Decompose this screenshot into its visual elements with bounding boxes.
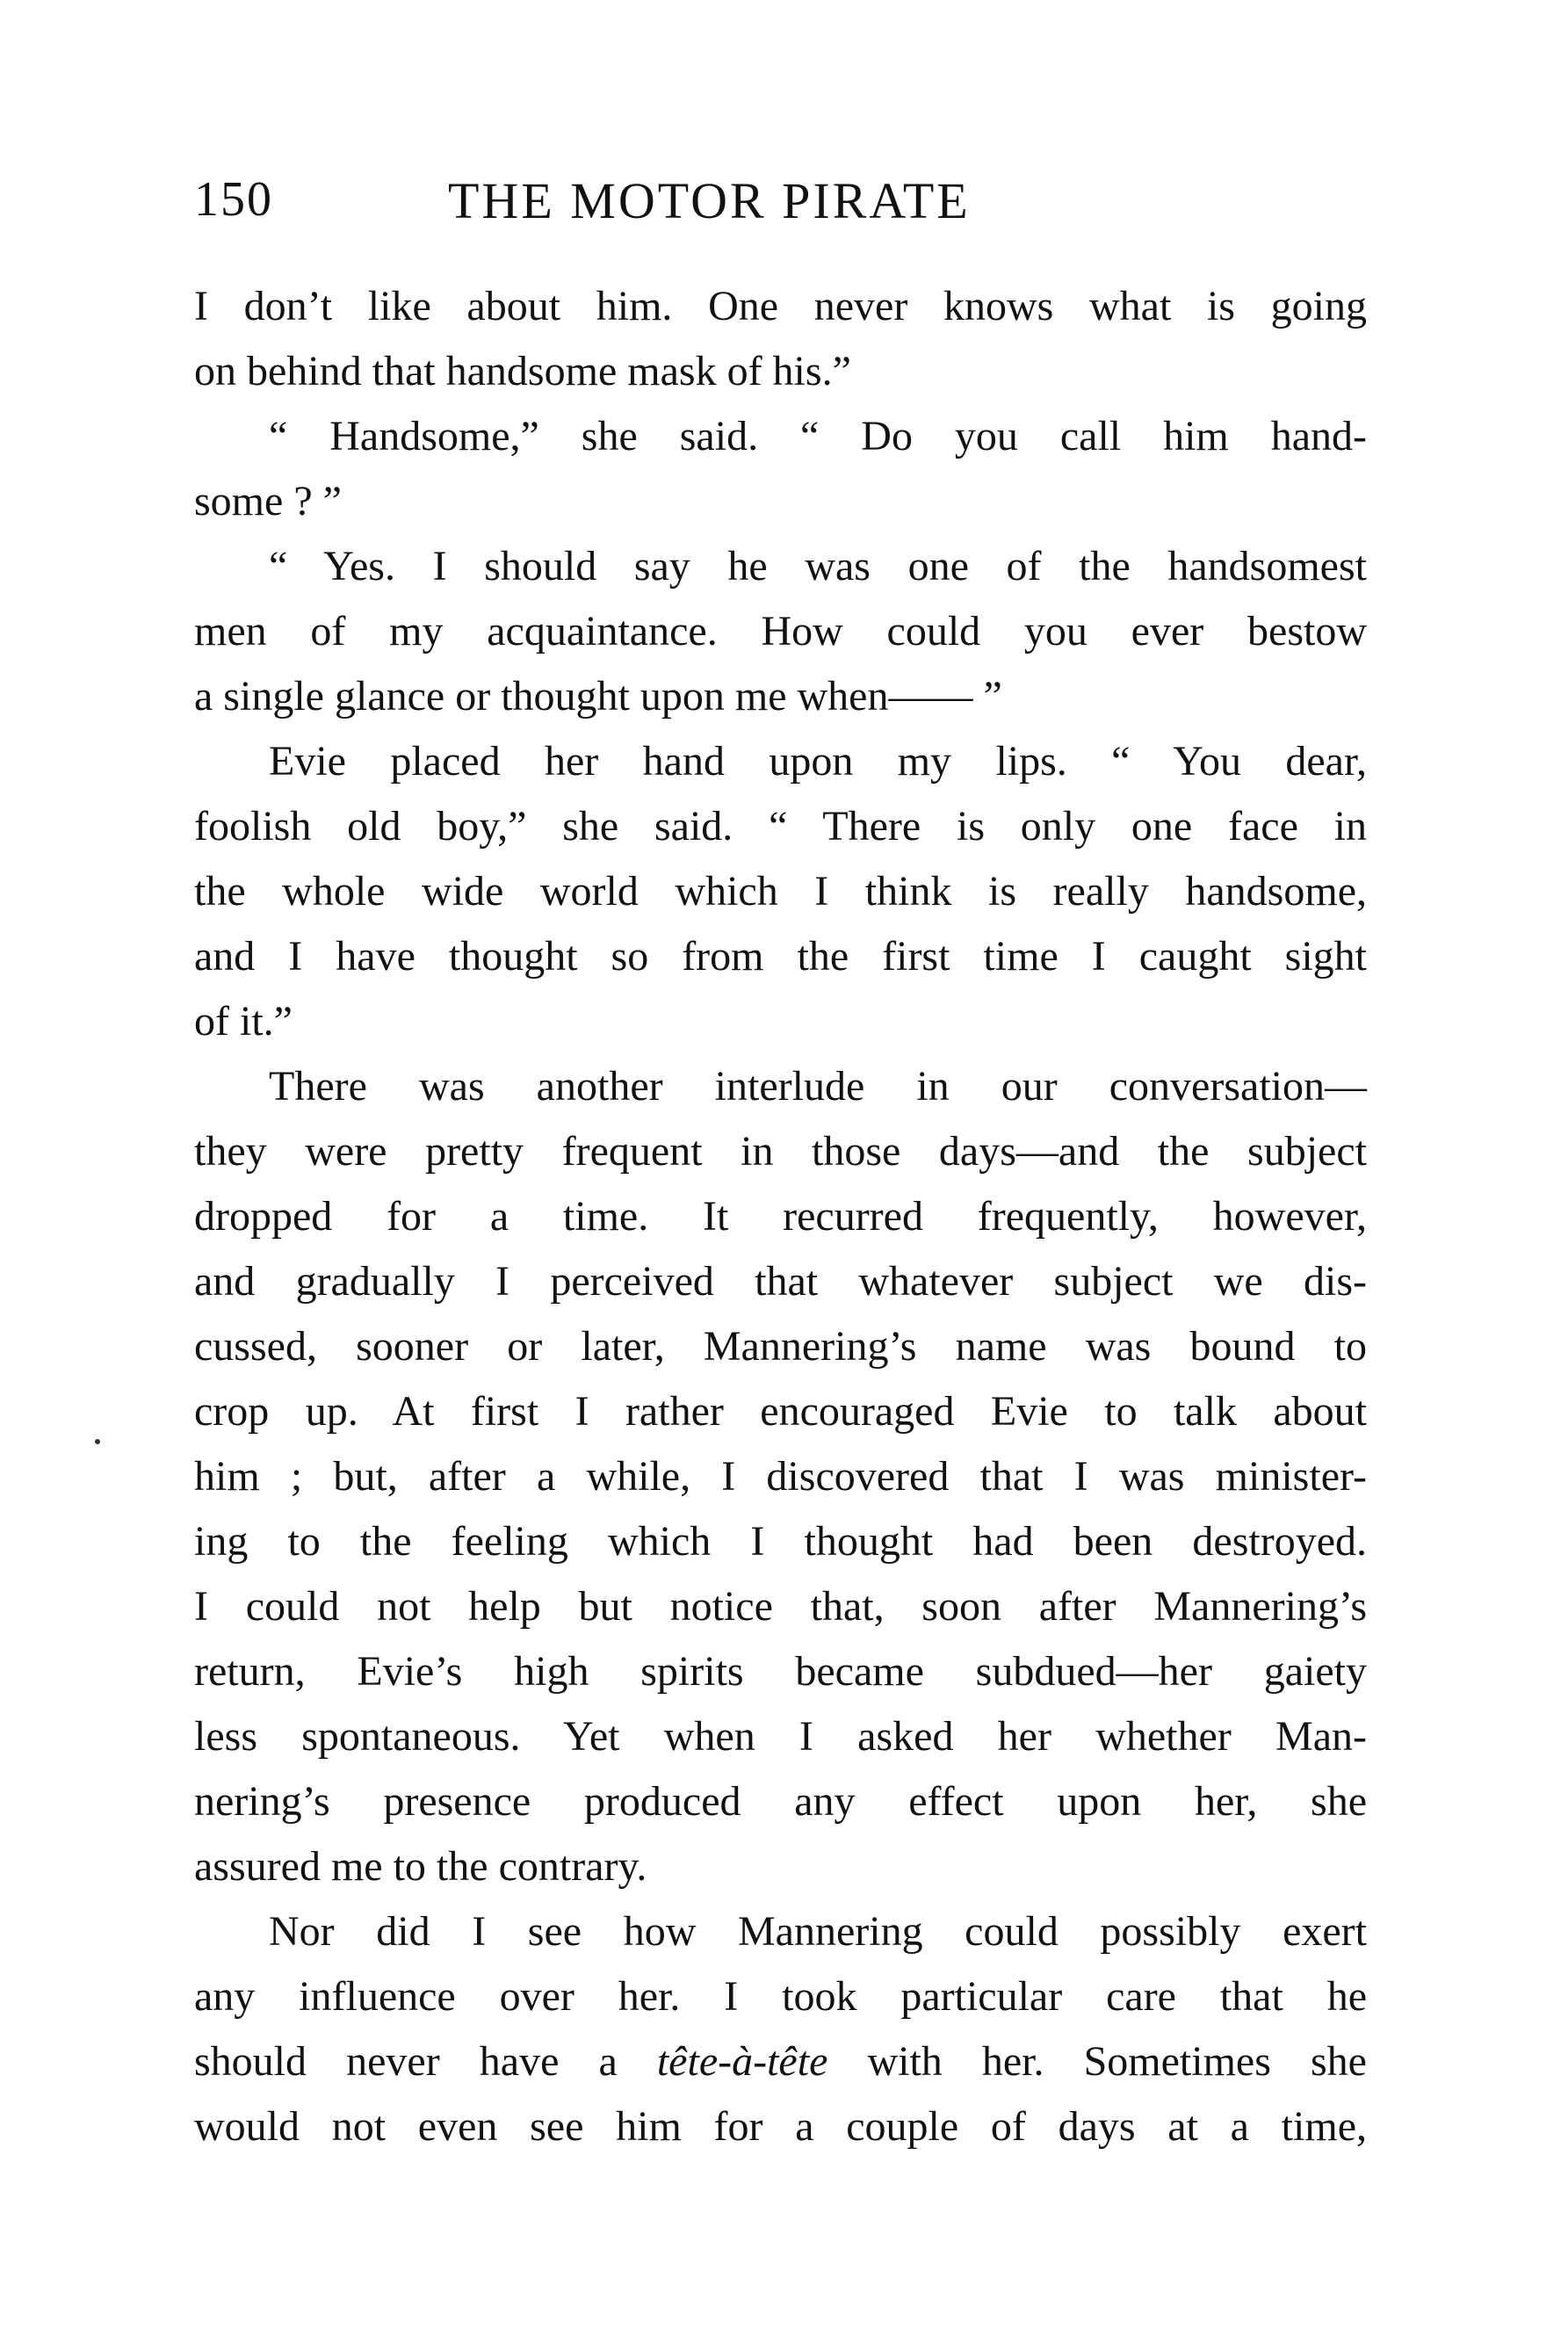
text-line <box>194 534 1367 599</box>
text-line <box>194 339 1367 404</box>
text-line <box>194 1964 1367 2029</box>
line-text: ing to the feeling which I thought had been destroyed. <box>194 1518 1367 1565</box>
text-line <box>194 2094 1367 2159</box>
line-text: any influence over her. I took particular care that he <box>194 1973 1367 2020</box>
text-line <box>194 859 1367 924</box>
line-text: the whole wide world which I think is really handsome, <box>194 868 1367 915</box>
page-number: 150 <box>194 172 273 227</box>
text-line <box>194 469 1367 534</box>
text-line <box>194 1444 1367 1509</box>
text-line <box>194 1314 1367 1379</box>
line-text: some ? ” <box>194 478 342 524</box>
line-text: should never have a <box>194 2038 657 2085</box>
line-text: nering’s presence produced any effect upon her, she <box>194 1778 1367 1825</box>
scan-speck <box>95 1439 100 1444</box>
line-text: would not even see him for a couple of days at a time, <box>194 2103 1367 2150</box>
line-text: Nor did I see how Mannering could possibly exert <box>269 1908 1367 1955</box>
text-line <box>194 274 1367 339</box>
line-text: “ Yes. I should say he was one of the handsomest <box>269 543 1367 589</box>
line-text: men of my acquaintance. How could you ever bestow <box>194 608 1367 654</box>
text-line <box>194 1834 1367 1899</box>
line-text: of it.” <box>194 998 293 1045</box>
line-text: foolish old boy,” she said. “ There is only one face in <box>194 803 1367 850</box>
text-line <box>194 1639 1367 1704</box>
line-text: and gradually I perceived that whatever subject we dis- <box>194 1258 1367 1305</box>
line-text: and I have thought so from the first time I caught sight <box>194 933 1367 980</box>
text-line <box>194 1574 1367 1639</box>
line-text: with her. Sometimes she <box>827 2038 1367 2085</box>
text-line <box>194 1054 1367 1119</box>
body-text <box>194 274 1367 2159</box>
line-text: crop up. At first I rather encouraged Evie to talk about <box>194 1388 1367 1435</box>
line-text: I don’t like about him. One never knows what is going <box>194 283 1367 329</box>
text-line <box>194 2029 1367 2094</box>
text-line <box>194 1704 1367 1769</box>
line-text: I could not help but notice that, soon after Mannering’s <box>194 1583 1367 1630</box>
line-text: on behind that handsome mask of his.” <box>194 348 851 394</box>
text-line <box>194 599 1367 664</box>
running-header <box>194 171 1116 233</box>
text-line <box>194 404 1367 469</box>
text-line <box>194 989 1367 1054</box>
text-line <box>194 1379 1367 1444</box>
text-line <box>194 794 1367 859</box>
line-text: they were pretty frequent in those days—and the subject <box>194 1128 1367 1175</box>
text-line <box>194 1509 1367 1574</box>
line-text: him ; but, after a while, I discovered that I was minister- <box>194 1453 1367 1500</box>
text-line <box>194 1184 1367 1249</box>
line-text: There was another interlude in our conversation— <box>269 1063 1367 1110</box>
text-line <box>194 1249 1367 1314</box>
line-text: a single glance or thought upon me when—— ” <box>194 673 1002 720</box>
running-title: THE MOTOR PIRATE <box>448 172 971 229</box>
text-line <box>194 924 1367 989</box>
line-text: less spontaneous. Yet when I asked her whether Man- <box>194 1713 1367 1760</box>
line-text: return, Evie’s high spirits became subdued—her gaiety <box>194 1648 1367 1695</box>
text-line <box>194 1899 1367 1964</box>
text-line <box>194 729 1367 794</box>
line-text: “ Handsome,” she said. “ Do you call him hand- <box>269 413 1367 459</box>
text-line <box>194 1119 1367 1184</box>
line-text: assured me to the contrary. <box>194 1843 647 1890</box>
line-text: Evie placed her hand upon my lips. “ You dear, <box>269 738 1367 785</box>
line-text: cussed, sooner or later, Mannering’s name was bound to <box>194 1323 1367 1370</box>
text-line <box>194 664 1367 729</box>
italic-phrase: tête-à-tête <box>656 2038 828 2085</box>
line-text: dropped for a time. It recurred frequently, however, <box>194 1193 1367 1240</box>
text-line <box>194 1769 1367 1834</box>
